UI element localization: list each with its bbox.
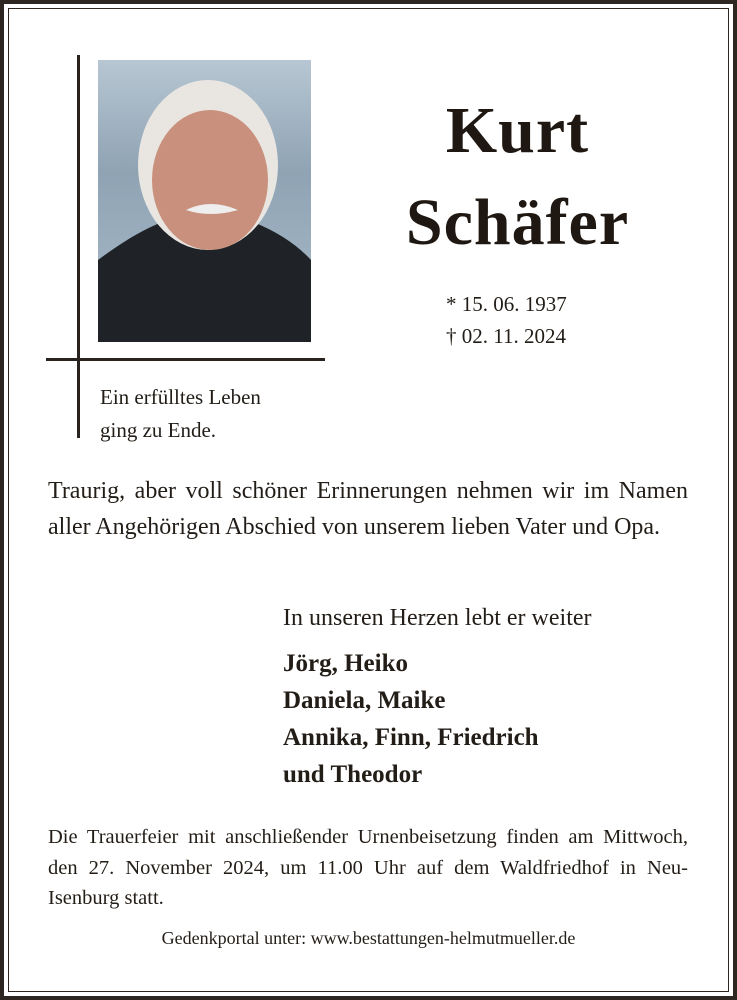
last-name: Schäfer: [405, 186, 630, 259]
caption: [100, 381, 261, 447]
birth-date: * 15. 06. 1937: [446, 292, 567, 316]
first-name: Kurt: [445, 94, 590, 167]
death-date: † 02. 11. 2024: [446, 324, 566, 348]
cross-horizontal-line: [46, 358, 325, 361]
family-line: Jörg, Heiko: [283, 650, 408, 677]
memorial-portal-link: Gedenkportal unter: www.bestattungen-helmutmueller.de: [161, 928, 576, 948]
caption-line: ging zu Ende.: [100, 418, 217, 442]
remembrance-line: In unseren Herzen lebt er weiter: [283, 605, 592, 631]
cross-vertical-line: [77, 55, 80, 438]
family-line: und Theodor: [283, 761, 423, 788]
service-details: Die Trauerfeier mit anschließender Urnenbeisetzung finden am Mittwoch, den 27. November 2024, um 11.00 Uhr auf dem Waldfriedhof in Neu-Isenburg statt.: [48, 826, 688, 909]
family-names: [283, 645, 539, 793]
portrait-photo: [98, 60, 311, 342]
family-line: Annika, Finn, Friedrich: [283, 724, 539, 751]
family-line: Daniela, Maike: [283, 687, 446, 714]
main-message: Traurig, aber voll schöner Erinnerungen nehmen wir im Namen aller Angehörigen Abschied von unserem lieben Vater und Opa.: [48, 478, 688, 540]
life-dates: [446, 288, 567, 352]
caption-line: Ein erfülltes Leben: [100, 385, 261, 409]
